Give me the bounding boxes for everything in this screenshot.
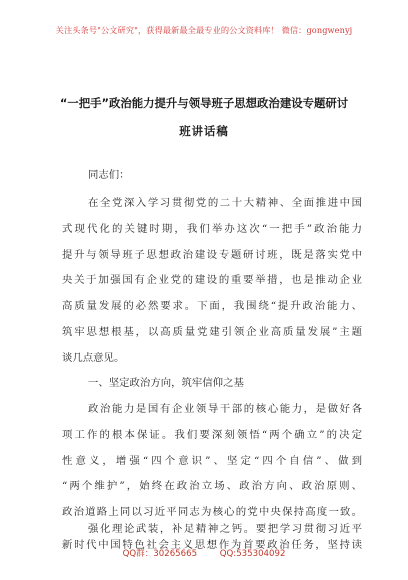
paragraph-line: 在全党深入学习贯彻党的二十大精神、全面推进中国 xyxy=(88,197,362,209)
paragraph-line: 式现代化的关键时期，我们举办这次“一把手”政治能力 xyxy=(62,223,362,235)
salutation: 同志们： xyxy=(88,169,130,181)
paragraph-line: 谈几点意见。 xyxy=(62,352,125,364)
footer-contact xyxy=(0,547,408,559)
footer-qq-group: QQ群：30265665 xyxy=(122,549,198,559)
paragraph-line: 提升与领导班子思想政治建设专题研讨班，既是落实党中 xyxy=(62,249,362,261)
paragraph-line: 筑牢思想根基，以高质量党建引领企业高质量发展”主题 xyxy=(62,326,362,338)
paragraph-line: 央关于加强国有企业党的建设的重要举措，也是推动企业 xyxy=(62,274,362,286)
paragraph-line: “两个维护”，始终在政治立场、政治方向、政治原则、 xyxy=(62,480,362,492)
paragraph-line: 强化理论武装，补足精神之钙。要把学习贯彻习近平 xyxy=(88,523,362,535)
section-heading: 一、坚定政治方向，筑牢信仰之基 xyxy=(88,377,244,389)
footer-qq-number: QQ:535304092 xyxy=(219,549,286,559)
document-subtitle: 班讲话稿 xyxy=(179,124,229,138)
paragraph-line: 政治道路上同以习近平同志为核心的党中央保持高度一致。 xyxy=(62,506,362,518)
paragraph-line: 项工作的根本保证。我们要深刻领悟“两个确立”的决定 xyxy=(62,429,362,441)
paragraph-line: 政治能力是国有企业领导干部的核心能力，是做好各 xyxy=(88,403,362,415)
header-note: 关注头条号"公文研究"，获得最新最全最专业的公文资料库！ 微信：gongwenyj xyxy=(55,25,353,35)
paragraph-line: 新时代中国特色社会主义思想作为首要政治任务，坚持读 xyxy=(62,539,362,551)
paragraph-line: 高质量发展的必然要求。下面，我围绕“提升政治能力、 xyxy=(62,300,362,312)
paragraph-line: 性意义，增强“四个意识”、坚定“四个自信”、做到 xyxy=(62,455,362,467)
document-title: “一把手”政治能力提升与领导班子思想政治建设专题研讨 xyxy=(59,96,349,110)
